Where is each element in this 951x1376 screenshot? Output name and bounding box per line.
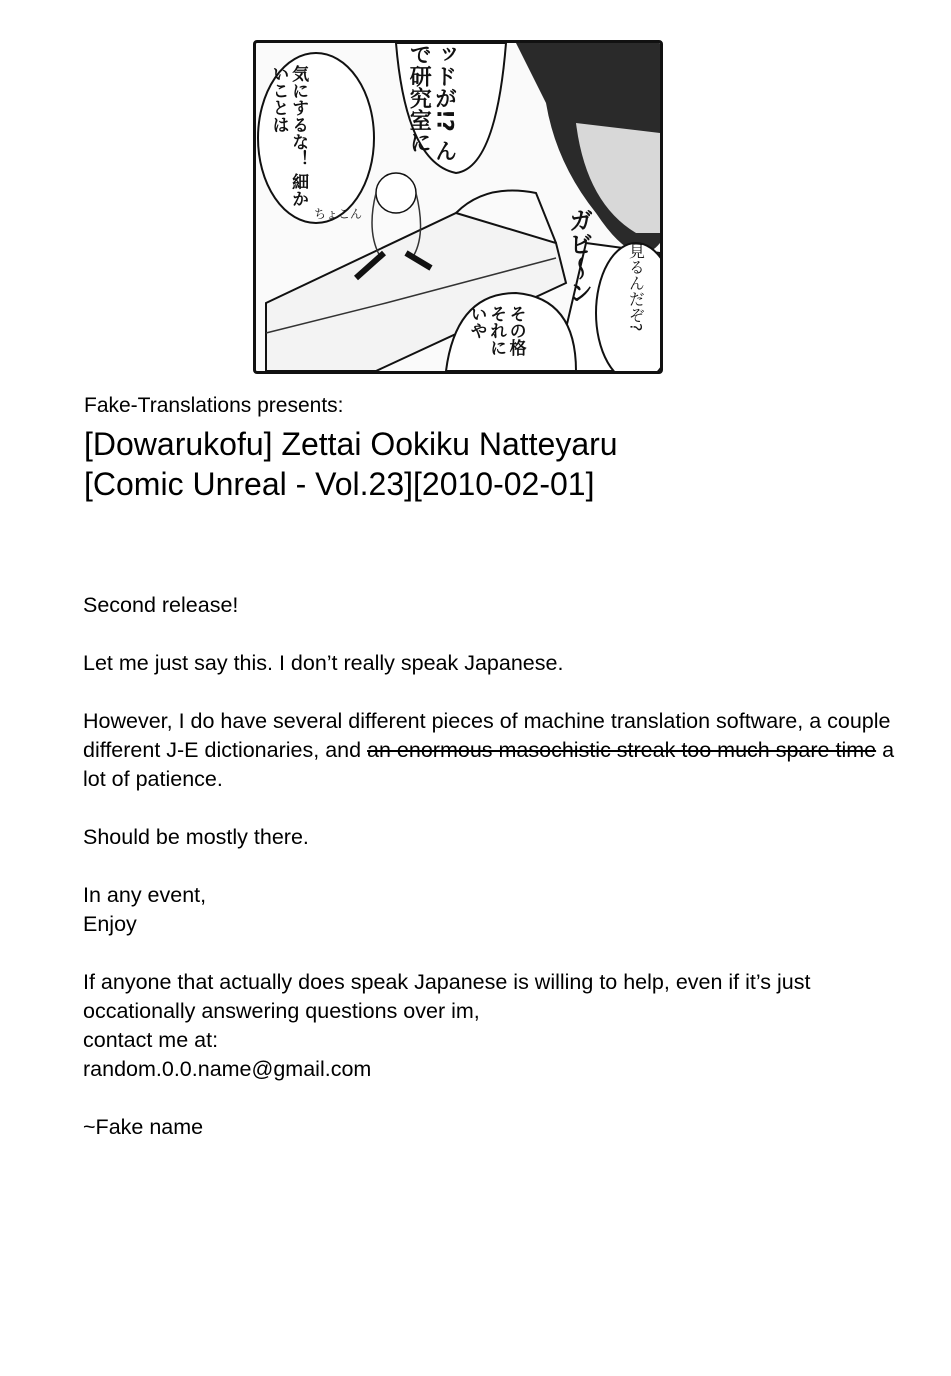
bubble-left-line2: 気にするな！ [288,65,309,167]
paragraph-2: Let me just say this. I don’t really speak Japanese. [83,651,564,675]
release-notes [83,591,913,1171]
struck-text: an enormous masochistic streak too much spare time [367,738,877,762]
bubble-top-line1: んで研究室に [406,43,457,162]
speech-bubble-right: 見るんだぞ? [626,243,646,332]
manga-panel-image [253,40,663,374]
bubble-bottom-line1: いや [466,305,487,339]
paragraph-3-start: However, I do have several different pieces of machine translation software, a couple different J-E dictionaries, and [83,709,891,762]
paragraph-6 [83,968,863,1084]
title-line-1: [Dowarukofu] Zettai Ookiku Natteyaru [84,426,618,462]
contact-email: random.0.0.name@gmail.com [83,1057,372,1081]
title-line-2: [Comic Unreal - Vol.23][2010-02-01] [84,466,595,502]
bubble-bottom-line2: それに [486,305,507,356]
speech-bubble-left [268,65,307,215]
paragraph-3 [83,707,913,794]
presents-line: Fake-Translations presents: [84,394,344,417]
signature: ~Fake name [83,1115,204,1139]
bubble-top-line2: ッドが!? [431,43,457,132]
sfx-shock: ガビ〜ン [564,208,593,304]
paragraph-6-line-1: If anyone that actually does speak Japanese is willing to help, even if it’s just occationally answering questions over im, [83,970,811,1023]
sfx-small: ちょこん [314,207,363,221]
paragraph-3-end: a lot of patience. [83,738,895,791]
bubble-bottom-line3: その格 [505,305,526,356]
paragraph-5 [83,881,913,939]
bubble-left-line1: 細かいことは [268,65,309,207]
speech-bubble-top [406,43,457,183]
paragraph-5-line-1: In any event, [83,883,207,907]
paragraph-1: Second release! [83,593,239,617]
release-title [84,424,618,504]
speech-bubble-bottom [466,305,525,374]
paragraph-4: Should be mostly there. [83,825,309,849]
paragraph-6-line-2: contact me at: [83,1028,219,1052]
paragraph-5-line-2: Enjoy [83,912,137,936]
